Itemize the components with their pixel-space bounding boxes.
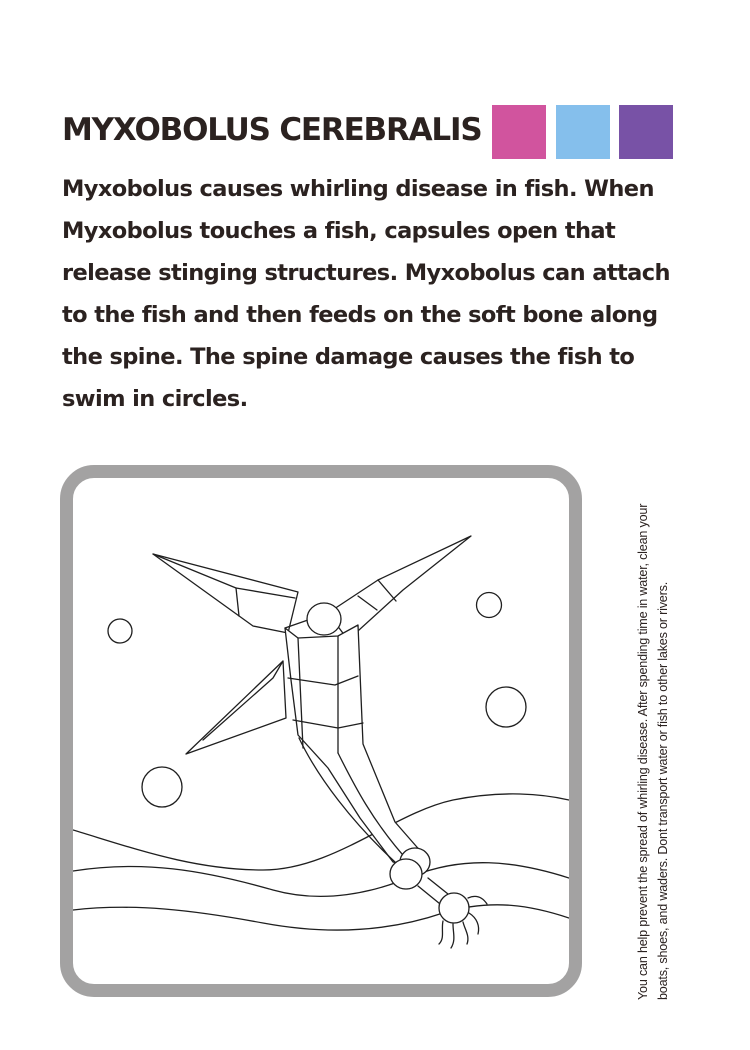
bubble [142, 767, 182, 807]
spore-arm-upper [153, 554, 298, 633]
spore-arm-right [328, 536, 471, 640]
color-swatch-pink [492, 105, 546, 159]
spore-fin-lower [186, 661, 286, 754]
description-paragraph: Myxobolus causes whirling disease in fish. When Myxobolus touches a fish, capsules open that release stinging structures. Myxobolus can attach to the fish and then feeds on the soft bone along the spine. The spine damage causes the fish to swim in circles. [62, 176, 670, 412]
wave-line [73, 905, 569, 930]
bubble [477, 593, 502, 618]
bubble [486, 687, 526, 727]
wave-line [73, 794, 569, 870]
spore-shell [285, 625, 423, 867]
polar-capsule-tail [390, 859, 422, 889]
wave-line [73, 863, 569, 897]
prevention-side-note: You can help prevent the spread of whirling disease. After spending time in water, clean your boats, shoes, and waders. Dont transport water or fish to other lakes or rivers. [636, 503, 670, 1000]
page-title: MYXOBOLUS CEREBRALIS [62, 112, 482, 148]
polar-capsule-top [307, 603, 341, 635]
bubble [108, 619, 132, 643]
myxobolus-coloring-illustration [73, 478, 569, 984]
coloring-illustration-frame [60, 465, 582, 997]
color-swatch-blue [556, 105, 610, 159]
color-swatch-purple [619, 105, 673, 159]
sporoplasm-tip [439, 893, 469, 923]
